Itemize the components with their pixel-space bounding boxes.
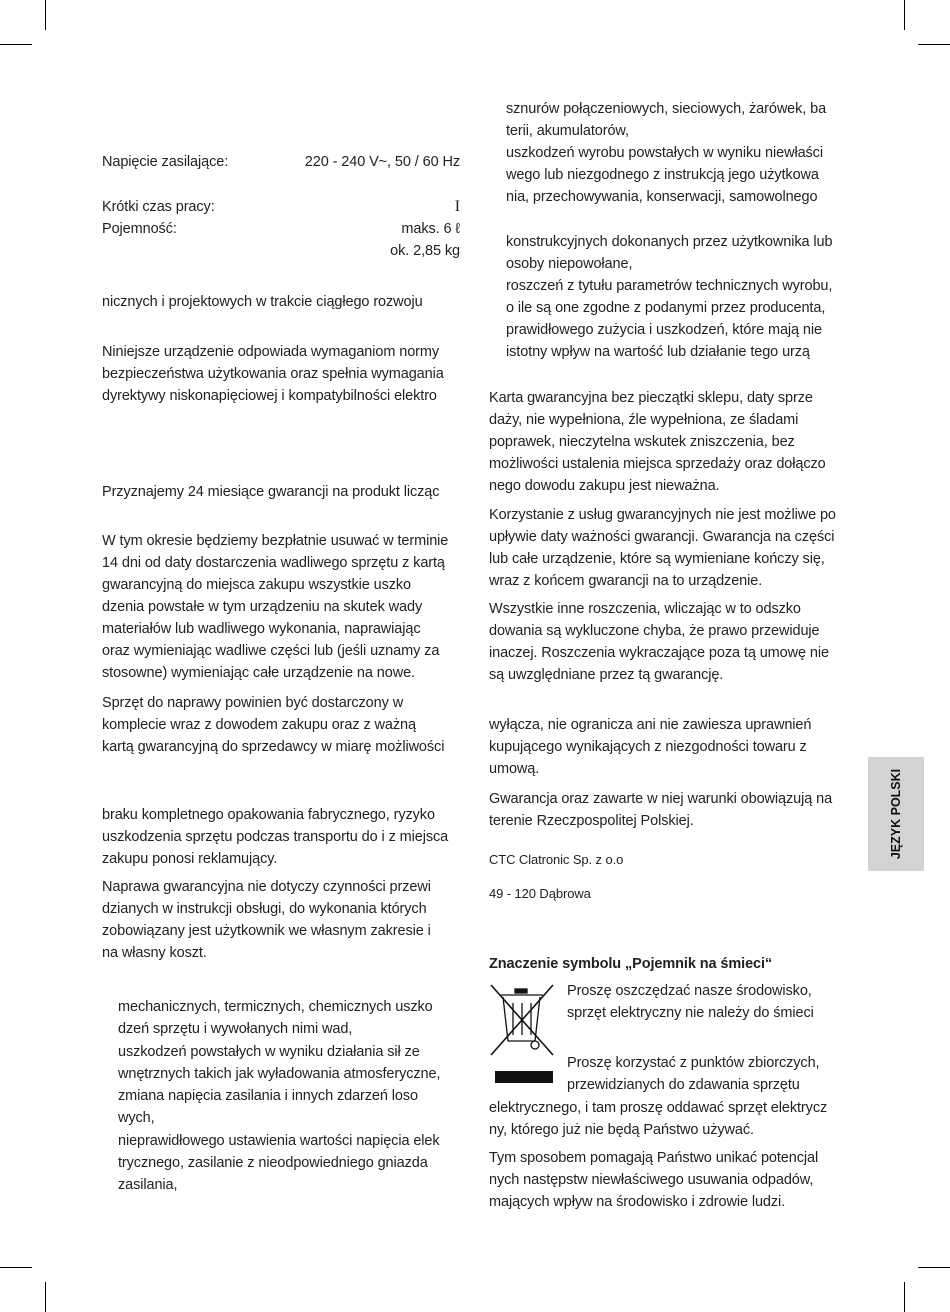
spec-weight-value: ok. 2,85 kg (390, 243, 460, 259)
list-line: roszczeń z tytułu parametrów technicznych wyrobu, (506, 278, 833, 294)
list-line: terii, akumulatorów, (506, 123, 629, 139)
list-line: konstrukcyjnych dokonanych przez użytkownika lub (506, 234, 833, 250)
bin-text-line: przewidzianych do zdawania sprzętu (567, 1077, 800, 1093)
crop-mark (918, 1267, 950, 1268)
list-line: o ile są one zgodne z podanymi przez producenta, (506, 300, 826, 316)
paragraph-line: bezpieczeństwa użytkowania oraz spełnia wymagania (102, 366, 444, 382)
spec-short-time-value: I (454, 198, 460, 215)
list-line: prawidłowego zużycia i uszkodzeń, które mają nie (506, 322, 822, 338)
crop-mark (904, 1282, 905, 1312)
list-line: trycznego, zasilanie z nieodpowiedniego gniazda (118, 1155, 428, 1171)
list-line: istotny wpływ na wartość lub działanie tego urzą (506, 344, 810, 360)
language-tab-label: JĘZYK POLSKI (889, 768, 903, 860)
paragraph-line: poprawek, nieczytelna wskutek zniszczenia, bez (489, 434, 795, 450)
crop-mark (45, 0, 46, 30)
paragraph-line: dzenia powstałe w tym urządzeniu na skutek wady (102, 599, 423, 615)
list-line: zmiana napięcia zasilania i innych zdarzeń loso (118, 1088, 418, 1104)
crossed-out-wheelie-bin-icon (489, 983, 555, 1087)
bin-section-heading: Znaczenie symbolu „Pojemnik na śmieci“ (489, 956, 773, 972)
bin-text-line: Proszę oszczędzać nasze środowisko, (567, 983, 812, 999)
paragraph-line: dzianych w instrukcji obsługi, do wykonania których (102, 901, 427, 917)
paragraph-line: kupującego wynikających z niezgodności towaru z (489, 739, 807, 755)
crop-mark (904, 0, 905, 30)
spec-capacity-value: maks. 6 ℓ (401, 221, 460, 237)
paragraph-line: inaczej. Roszczenia wykraczające poza tą umowę nie (489, 645, 829, 661)
list-line: nia, przechowywania, konserwacji, samowolnego (506, 189, 818, 205)
paragraph-line: W tym okresie będziemy bezpłatnie usuwać w terminie (102, 533, 449, 549)
list-line: osoby niepowołane, (506, 256, 633, 272)
bin-text-line: Proszę korzystać z punktów zbiorczych, (567, 1055, 820, 1071)
paragraph-line: wyłącza, nie ogranicza ani nie zawiesza uprawnień (489, 717, 812, 733)
paragraph-line: Tym sposobem pomagają Państwo unikać potencjal (489, 1150, 819, 1166)
list-line: mechanicznych, termicznych, chemicznych uszko (118, 999, 433, 1015)
paragraph-line: stosowne) wymieniając całe urządzenie na nowe. (102, 665, 415, 681)
spec-capacity-label: Pojemność: (102, 221, 177, 237)
list-line: zasilania, (118, 1177, 178, 1193)
paragraph-line: terenie Rzeczpospolitej Polskiej. (489, 813, 694, 829)
list-line: uszkodzeń wyrobu powstałych w wyniku niewłaści (506, 145, 823, 161)
paragraph-line: Korzystanie z usług gwarancyjnych nie jest możliwe po (489, 507, 836, 523)
company-name: CTC Clatronic Sp. z o.o (489, 852, 624, 867)
spec-voltage-value: 220 - 240 V~, 50 / 60 Hz (304, 154, 460, 170)
language-tab (868, 757, 924, 871)
company-address: 49 - 120 Dąbrowa (489, 886, 591, 901)
list-line: wych, (118, 1110, 155, 1126)
paragraph-line: braku kompletnego opakowania fabrycznego, ryzyko (102, 807, 435, 823)
paragraph-line: komplecie wraz z dowodem zakupu oraz z ważną (102, 717, 416, 733)
paragraph-line: oraz wymieniając wadliwe części lub (jeśli uznamy za (102, 643, 440, 659)
crop-mark (45, 1282, 46, 1312)
list-line: wnętrznych takich jak wyładowania atmosferyczne, (118, 1066, 441, 1082)
list-line: wego lub niezgodnego z instrukcją jego użytkowa (506, 167, 819, 183)
spec-short-time-label: Krótki czas pracy: (102, 199, 215, 215)
list-line: sznurów połączeniowych, sieciowych, żarówek, ba (506, 101, 827, 117)
paragraph-line: Sprzęt do naprawy powinien być dostarczony w (102, 695, 404, 711)
crop-mark (918, 44, 950, 45)
paragraph-line: dowania są wykluczone chyba, że prawo przewiduje (489, 623, 820, 639)
paragraph-line: gwarancyjną do miejsca zakupu wszystkie uszko (102, 577, 411, 593)
paragraph-line: upływie daty ważności gwarancji. Gwarancja na części (489, 529, 835, 545)
paragraph-line: umową. (489, 761, 540, 777)
paragraph-line: uszkodzenia sprzętu podczas transportu do i z miejsca (102, 829, 449, 845)
paragraph-warranty-period: Przyznajemy 24 miesiące gwarancji na produkt licząc (102, 484, 440, 500)
list-line: dzeń sprzętu i wywołanych nimi wad, (118, 1021, 353, 1037)
paragraph-line: zobowiązany jest użytkownik we własnym zakresie i (102, 923, 431, 939)
paragraph-line: nego dowodu zakupu jest nieważna. (489, 478, 720, 494)
spec-voltage-label: Napięcie zasilające: (102, 154, 229, 170)
paragraph-line: nych następstw niewłaściwego usuwania odpadów, (489, 1172, 814, 1188)
paragraph-line: Wszystkie inne roszczenia, wliczając w to odszko (489, 601, 801, 617)
bin-text-line: sprzęt elektryczny nie należy do śmieci (567, 1005, 814, 1021)
paragraph-line: Naprawa gwarancyjna nie dotyczy czynności przewi (102, 879, 431, 895)
paragraph-line: na własny koszt. (102, 945, 207, 961)
paragraph-line: zakupu ponosi reklamujący. (102, 851, 278, 867)
paragraph-line: Gwarancja oraz zawarte w niej warunki obowiązują na (489, 791, 833, 807)
paragraph-line: dyrektywy niskonapięciowej i kompatybilności elektro (102, 388, 437, 404)
paragraph-line: kartą gwarancyjną do sprzedawcy w miarę możliwości (102, 739, 445, 755)
crop-mark (0, 44, 32, 45)
paragraph-line: są uwzględniane przez tą gwarancję. (489, 667, 724, 683)
paragraph-line: materiałów lub wadliwego wykonania, naprawiając (102, 621, 421, 637)
paragraph-line: wraz z końcem gwarancji na to urządzenie. (489, 573, 763, 589)
paragraph-development: nicznych i projektowych w trakcie ciągłego rozwoju (102, 294, 423, 310)
bin-text-line: elektrycznego, i tam proszę oddawać sprzęt elektrycz (489, 1100, 828, 1116)
list-line: nieprawidłowego ustawienia wartości napięcia elek (118, 1133, 440, 1149)
bin-text-line: ny, którego już nie będą Państwo używać. (489, 1122, 754, 1138)
list-line: uszkodzeń powstałych w wyniku działania sił ze (118, 1044, 420, 1060)
paragraph-line: 14 dni od daty dostarczenia wadliwego sprzętu z kartą (102, 555, 445, 571)
crop-mark (0, 1267, 32, 1268)
paragraph-line: lub całe urządzenie, które są wymieniane kończy się, (489, 551, 825, 567)
paragraph-line: Karta gwarancyjna bez pieczątki sklepu, daty sprze (489, 390, 813, 406)
paragraph-line: mających wpływ na środowisko i zdrowie ludzi. (489, 1194, 786, 1210)
paragraph-line: daży, nie wypełniona, źle wypełniona, ze śladami (489, 412, 799, 428)
paragraph-line: możliwości ustalenia miejsca sprzedaży oraz dołączo (489, 456, 826, 472)
paragraph-line: Niniejsze urządzenie odpowiada wymaganiom normy (102, 344, 440, 360)
